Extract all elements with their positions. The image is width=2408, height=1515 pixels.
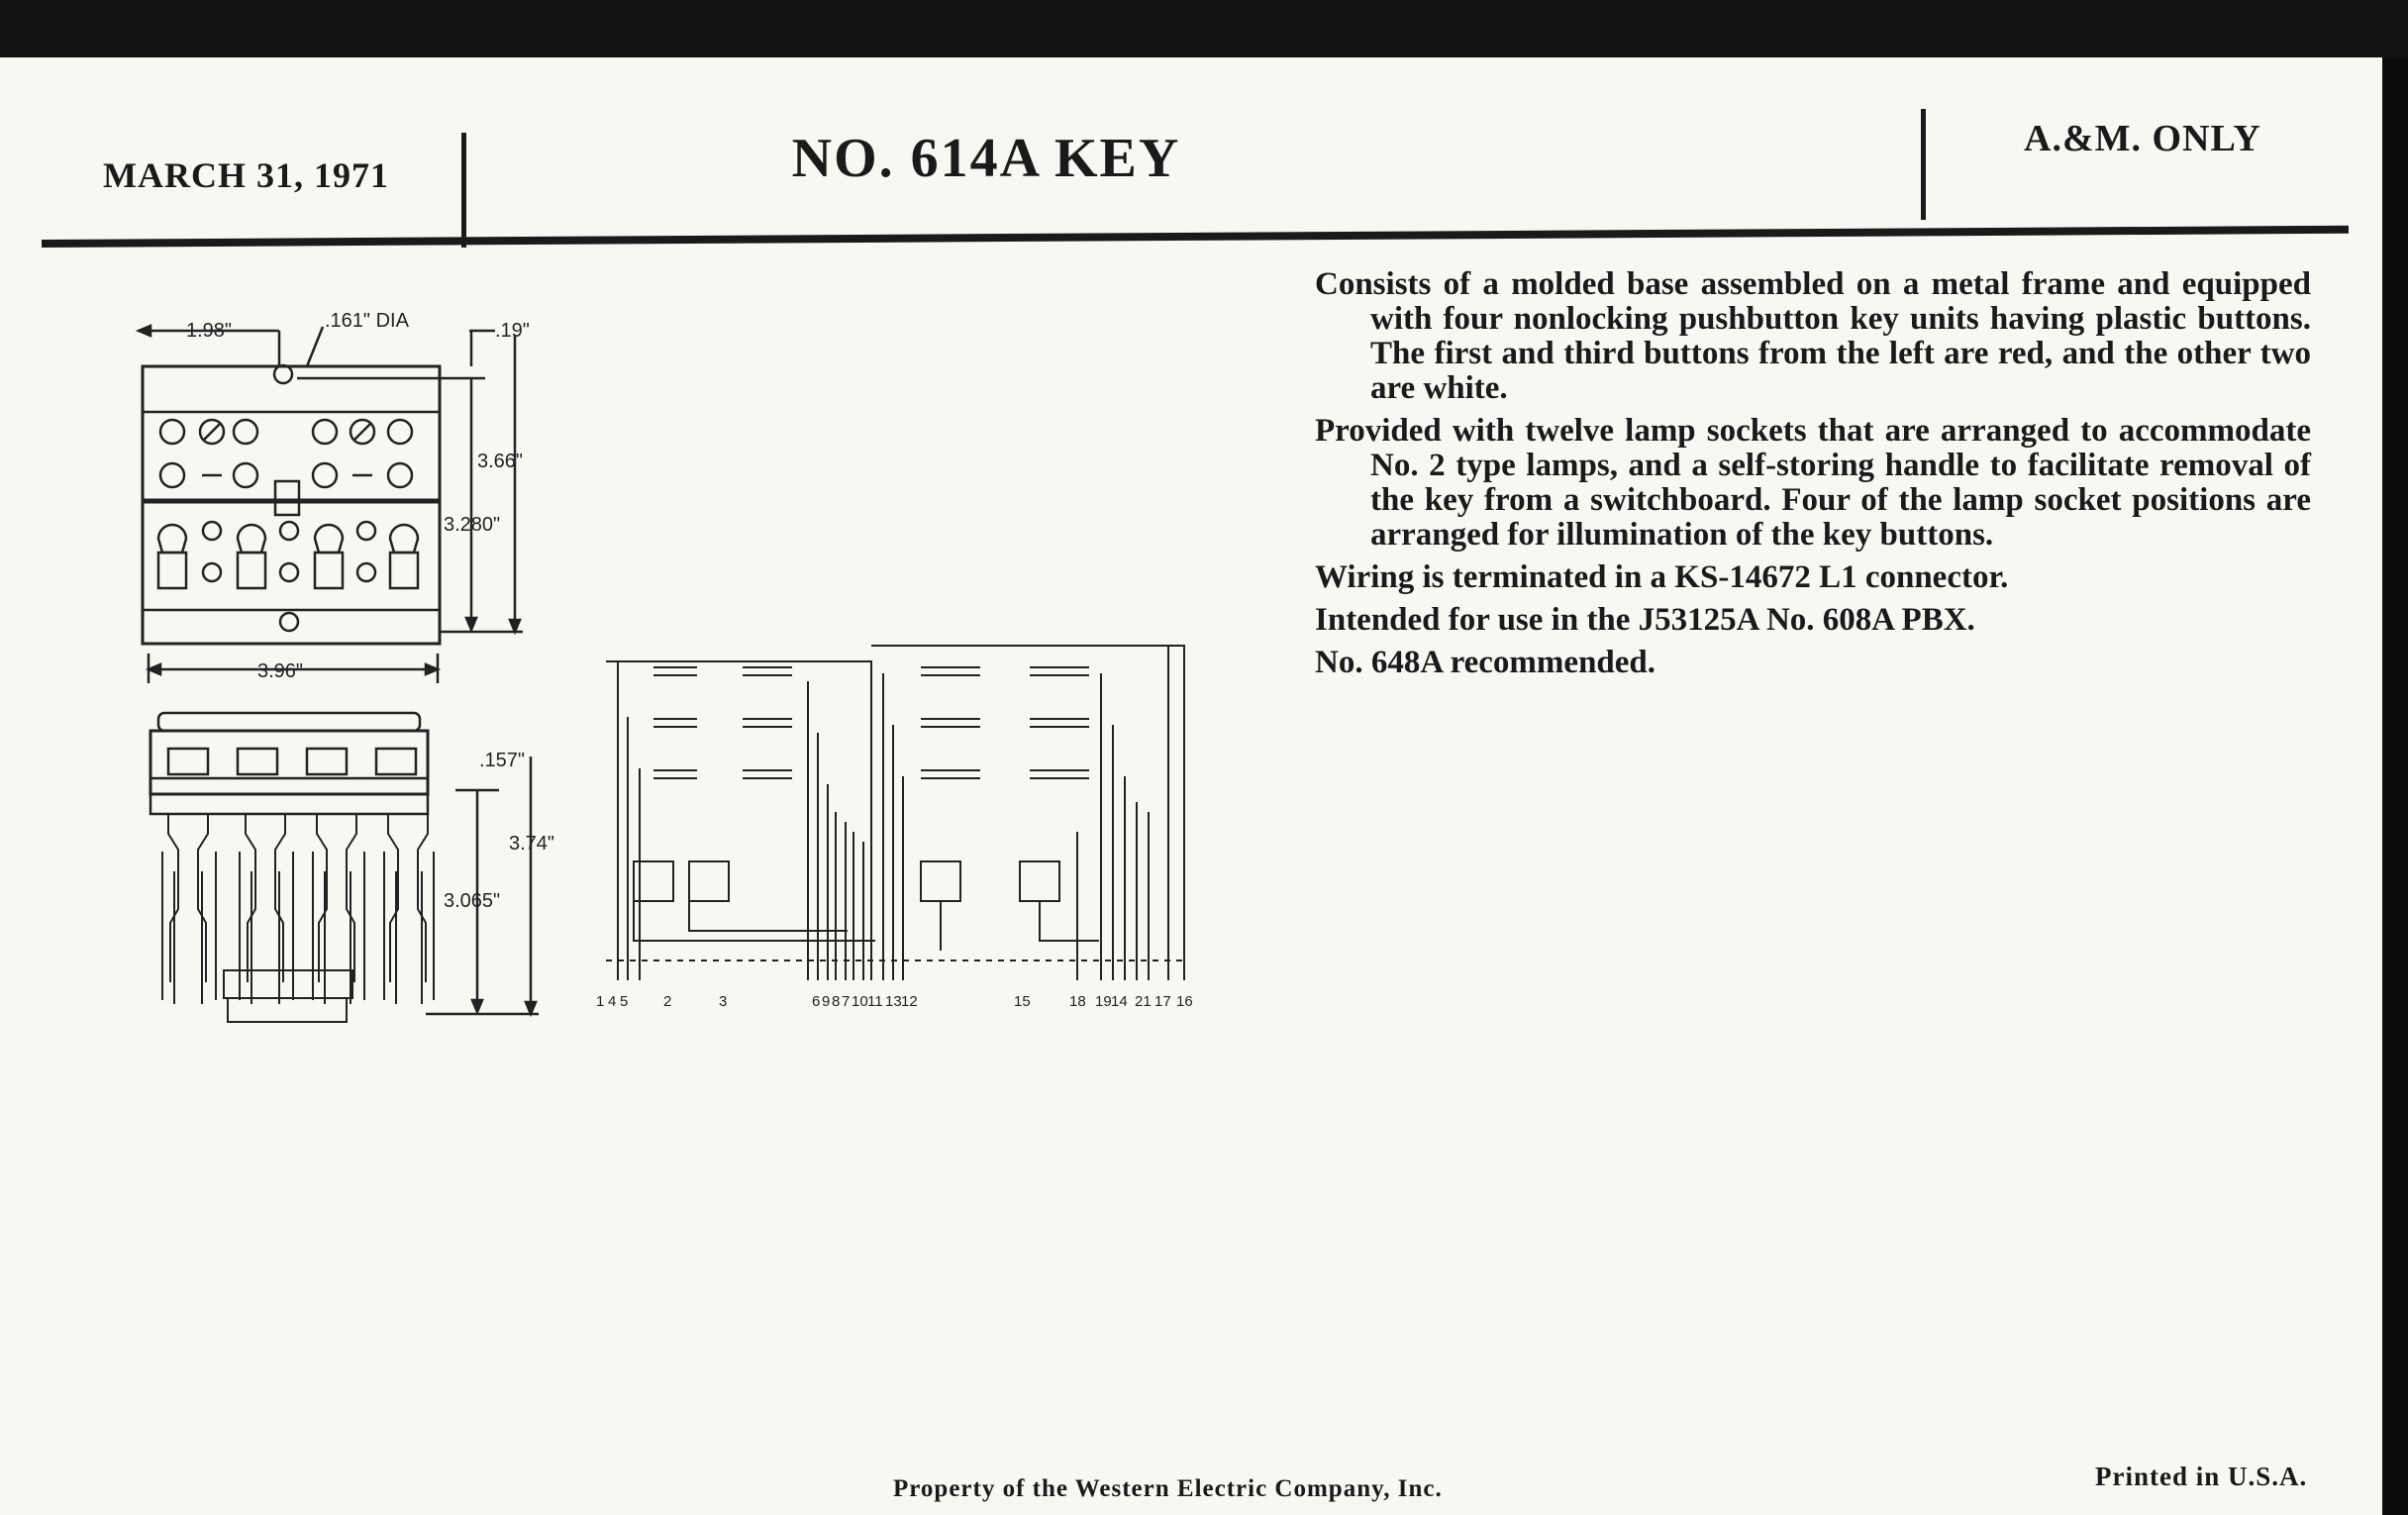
terminal-label: 16 [1176,993,1193,1010]
terminal-label: 8 [832,993,841,1010]
description-paragraph: Intended for use in the J53125A No. 608A PBX. [1315,601,1975,638]
terminal-label: 10 [852,993,868,1010]
terminal-label: 11 [867,993,883,1010]
description-paragraph: Provided with twelve lamp sockets that are arranged to accommodate No. 2 type lamps, and a self-storing handle to facilitate removal of the key from a switchboard. Four of the lamp socket positions are arranged for illumination of the key buttons. [1315,412,2311,553]
description-paragraph: Consists of a molded base assembled on a metal frame and equipped with four nonlocking pushbutton key units having plastic buttons. The first and third buttons from the left are red, and the other two are white. [1315,266,2311,406]
document-date: MARCH 31, 1971 [103,155,389,195]
terminal-label: 1 [596,993,605,1010]
dim-label: .157" [479,750,526,771]
terminal-label: 19 [1095,993,1112,1010]
terminal-label: 14 [1111,993,1128,1010]
terminal-label: 3 [719,993,728,1010]
dim-label: 3.065" [444,890,501,912]
key-drawing [129,297,584,1050]
terminal-label: 4 [608,993,617,1010]
terminal-label: 18 [1069,993,1086,1010]
header-divider-right [1921,109,1926,220]
terminal-label: 17 [1154,993,1171,1010]
terminal-label: 13 [885,993,902,1010]
description-paragraph: No. 648A recommended. [1315,644,1656,680]
terminal-label: 15 [1014,993,1031,1010]
terminal-label: 7 [842,993,851,1010]
wiring-schematic [594,634,1208,1030]
terminal-label: 6 [812,993,821,1010]
dim-label: 3.74" [509,833,555,855]
dim-label: .161" DIA [325,310,409,332]
terminal-label: 2 [663,993,672,1010]
terminal-label: 9 [822,993,831,1010]
terminal-label: 21 [1135,993,1152,1010]
dim-label: 3.280" [444,514,501,536]
terminal-label: 5 [620,993,629,1010]
classification-label: A.&M. ONLY [2024,118,2261,159]
scan-edge [2382,57,2408,1515]
dim-label: 3.96" [257,660,304,682]
dim-label: .19" [495,320,530,342]
property-notice: Property of the Western Electric Company, Inc. [893,1475,1443,1502]
document-title-text: NO. 614A KEY [791,128,1181,189]
printed-notice: Printed in U.S.A. [2095,1462,2308,1491]
terminal-label: 12 [901,993,918,1010]
description-paragraph: Wiring is terminated in a KS-14672 L1 connector. [1315,558,2009,595]
dim-label: 1.98" [186,320,233,342]
dim-label: 3.66" [477,451,524,472]
description-block [1315,267,2311,688]
